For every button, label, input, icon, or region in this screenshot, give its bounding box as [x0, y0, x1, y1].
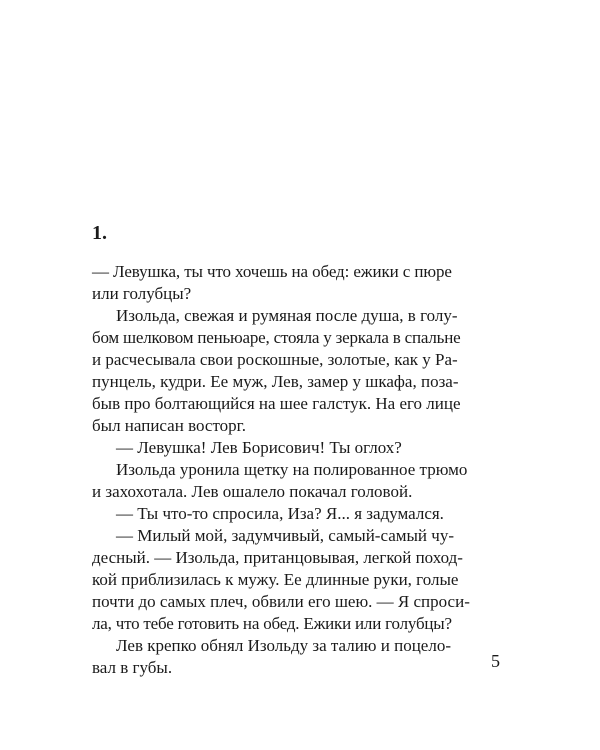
text-line: — Ты что-то спросила, Иза? Я... я задумался. [116, 504, 444, 523]
text-line: Изольда, свежая и румяная после душа, в голу- [116, 306, 458, 325]
text-line: и захохотала. Лев ошалело покачал головой. [92, 482, 413, 501]
text-line: ла, что тебе готовить на обед. Ежики или голубцы? [92, 614, 452, 633]
text-line: почти до самых плеч, обвили его шею. — Я спроси- [92, 592, 470, 611]
text-line: и расчесывала свои роскошные, золотые, как у Ра- [92, 350, 458, 369]
chapter-number: 1. [92, 222, 107, 244]
text-line: был написан восторг. [92, 416, 246, 435]
text-line: быв про болтающийся на шее галстук. На его лице [92, 394, 461, 413]
text-line: — Левушка! Лев Борисович! Ты оглох? [116, 438, 402, 457]
text-line: пунцель, кудри. Ее муж, Лев, замер у шкафа, поза- [92, 372, 459, 391]
text-line: десный. — Изольда, пританцовывая, легкой поход- [92, 548, 463, 567]
text-line: вал в губы. [92, 658, 173, 677]
text-line: Изольда уронила щетку на полированное трюмо [116, 460, 468, 479]
text-line: или голубцы? [92, 284, 192, 303]
text-line: — Милый мой, задумчивый, самый-самый чу- [116, 526, 454, 545]
text-line: Лев крепко обнял Изольду за талию и поцело- [116, 636, 451, 655]
text-line: бом шелковом пеньюаре, стояла у зеркала в спальне [92, 328, 461, 347]
page-number: 5 [491, 651, 500, 671]
text-line: — Левушка, ты что хочешь на обед: ежики с пюре [92, 262, 452, 281]
text-line: кой приблизилась к мужу. Ее длинные руки, голые [92, 570, 459, 589]
